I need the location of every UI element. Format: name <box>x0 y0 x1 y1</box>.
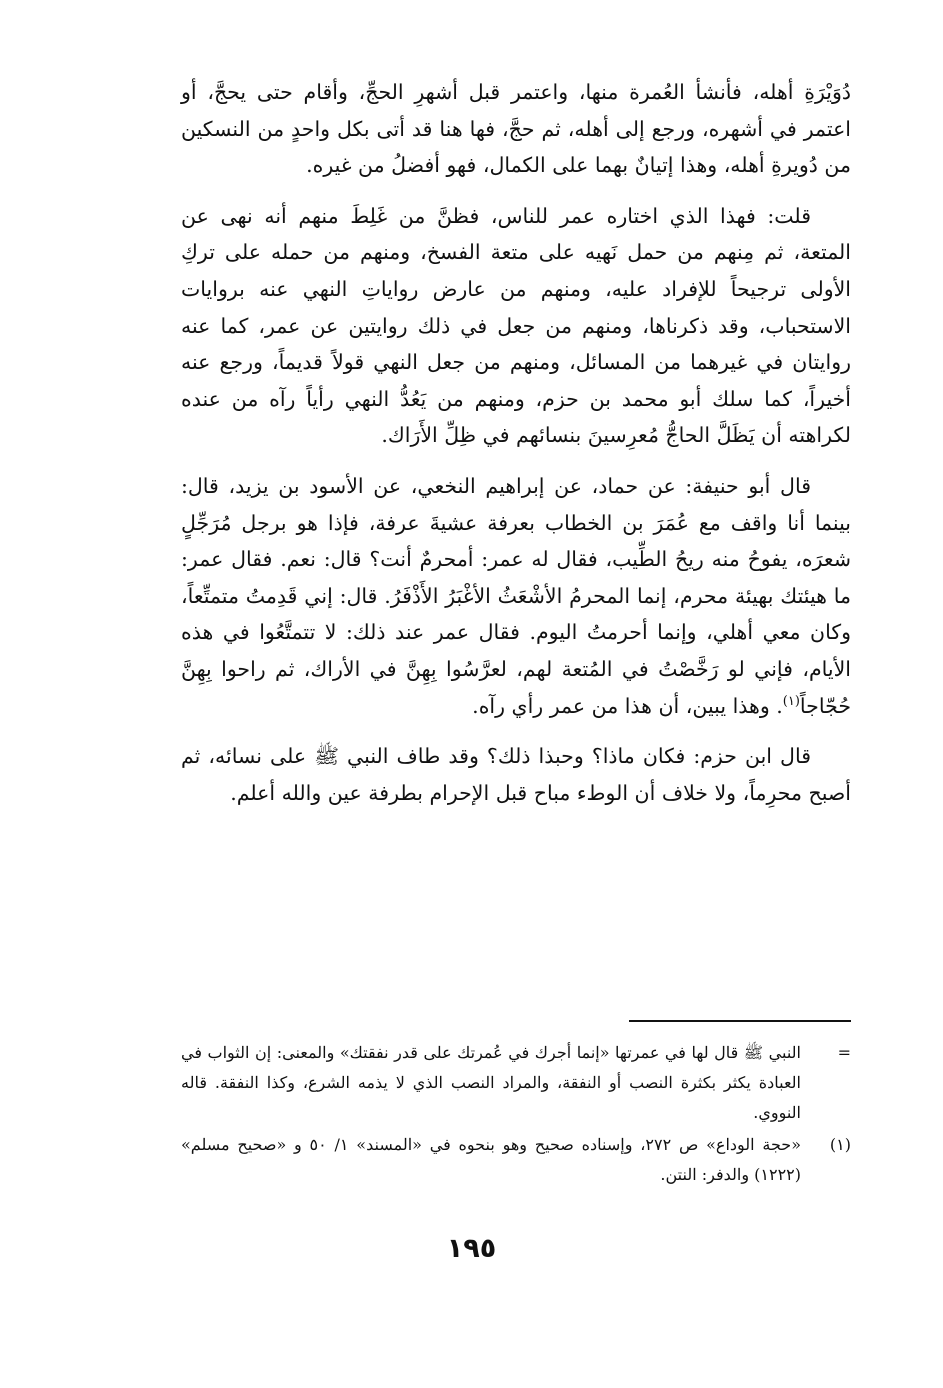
footnote-label: (١) <box>829 1135 851 1154</box>
page-number: ١٩٥ <box>446 1233 497 1264</box>
footnote-text: «حجة الوداع» ص ٢٧٢، وإسناده صحيح وهو بنحوه في «المسند» ١/ ٥٠ و «صحيح مسلم» (١٢٢٢) والدفر: النتن. <box>181 1135 801 1184</box>
footnote-reference-1[interactable]: (١) <box>782 693 800 709</box>
paragraph-3 <box>181 468 851 724</box>
footnote-separator <box>629 1020 851 1022</box>
paragraph-3-text: قال أبو حنيفة: عن حماد، عن إبراهيم النخعي، عن الأسود بن يزيد، قال: بينما أنا واقف مع عُمَرَ بن الخطاب بعرفة عشيةَ عرفة، فإذا هو برجل مُرَجِّلٍ شعرَه، يفوحُ منه ريحُ الطِّيب، فقال له عمر: أمحرمٌ أنت؟ قال: نعم. فقال عمر: ما هيئتك بهيئة محرم، إنما المحرمُ الأشْعَثُ الأغْبَرُ الأَذْفَرُ. قال: إني قَدِمتُ متمتِّعاً، وكان معي أهلي، وإنما أحرمتُ اليوم. فقال عمر عند ذلك: لا تتمتَّعُوا في هذه الأيام، فإني لو رَخَّصْتُ في المُتعة لهم، لعرَّسُوا بِهِنَّ في الأراك، ثم راحوا بِهِنَّ حُجّاجاً <box>181 473 851 718</box>
paragraph-3-tail: . وهذا يبين، أن هذا من عمر رأي رآه. <box>472 693 783 718</box>
paragraph-1: دُوَيْرَةِ أهله، فأنشأ العُمرة منها، واعتمر قبل أشهرِ الحجِّ، وأقام حتى يحجَّ، أو اعتمر في أشهره، ورجع إلى أهله، ثم حجَّ، فها هنا قد أتى بكل واحدٍ من النسكين من دُويرةِ أهله، وهذا إتيانٌ بهما على الكمال، فهو أفضلُ من غيره. <box>181 80 851 178</box>
footnote-label: = <box>837 1043 851 1062</box>
main-text <box>181 74 851 825</box>
footnote-continuation <box>181 1038 851 1128</box>
footnotes <box>181 1038 851 1192</box>
paragraph-4: قال ابن حزم: فكان ماذا؟ وحبذا ذلك؟ وقد طاف النبي ﷺ على نسائه، ثم أصبح محرِماً، ولا خلاف أن الوطء مباح قبل الإحرام بطرفة عين والله أعلم. <box>181 744 851 805</box>
paragraph-2: قلت: فهذا الذي اختاره عمر للناس، فظنَّ من غَلِطَ منهم أنه نهى عن المتعة، ثم مِنهم من حمل نَهيه على متعة الفسخ، ومنهم من حمله على تركِ الأولى ترجيحاً للإفراد عليه، ومنهم من عارض رواياتِ النهي عنه بروايات الاستحباب، وقد ذكرناها، ومنهم من جعل في ذلك روايتين عن عمر، كما عنه روايتان في غيرهما من المسائل، ومنهم من جعل النهي قولاً قديماً، ورجع عنه أخيراً، كما سلك أبو محمد بن حزم، ومنهم من يَعُدُّ النهي رأياً رآه من عنده لكراهته أن يَظَلَّ الحاجُّ مُعرِسينَ بنسائهم في ظِلِّ الأَرَاك. <box>181 203 851 448</box>
footnote-text: النبي ﷺ قال لها في عمرتها «إنما أجرك في عُمرتك على قدر نفقتك» والمعنى: إن الثواب في العبادة يكثر بكثرة النصب أو النفقة، والمراد النصب الذي لا يذمه الشرع، وكذا النفقة. قاله النووي. <box>181 1043 801 1122</box>
footnote-1 <box>181 1130 851 1190</box>
